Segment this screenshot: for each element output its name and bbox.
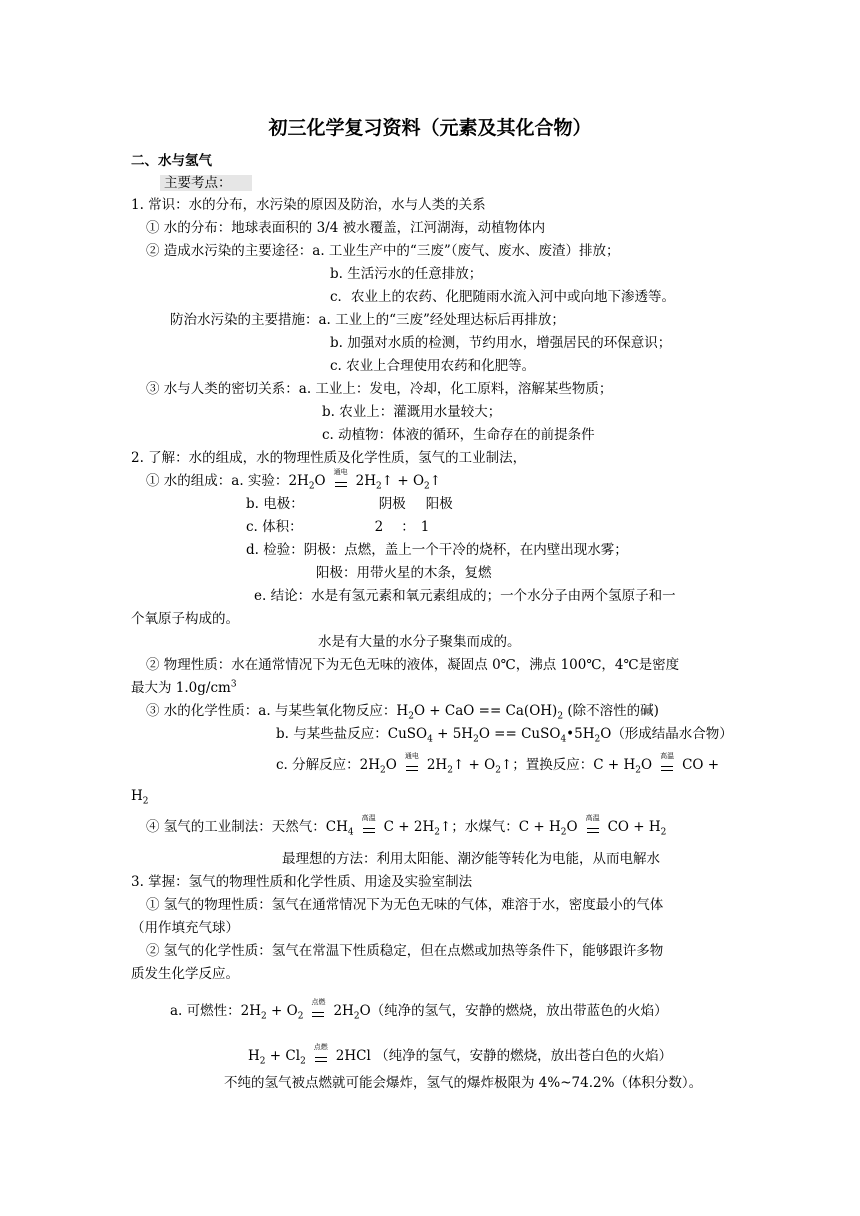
relation-b: b. 农业上：灌溉用水量较大； xyxy=(322,404,502,420)
reaction-condition-arrow: 高温 xyxy=(656,758,678,774)
h2-combustion-cl2: $H_2 + Cl_2$ 点燃 2HCl （纯净的氢气，安静的燃烧，放出苍白色的火焰） xyxy=(248,1042,673,1067)
key-points-label: 主要考点： xyxy=(160,172,252,195)
pollution-cause-a: ② 造成水污染的主要途径：a. 工业生产中的“三废”（废气、废水、废渣）排放； xyxy=(146,243,620,259)
prevention-c: c. 农业上合理使用农药和化肥等。 xyxy=(330,358,536,374)
reaction-condition-arrow: 高温 xyxy=(582,820,604,836)
h2-physical-2: （用作填充气球） xyxy=(131,920,239,936)
chem-salt-reaction: b. 与某些盐反应：CuSO$_4$ + $5H_2O$ == $CuSO_4•5H_2O$（形成结晶水合物） xyxy=(276,726,733,745)
conclusion-line-3: 水是有大量的水分子聚集而成的。 xyxy=(318,634,521,650)
volume-anode: 1 xyxy=(420,519,430,535)
conclusion-line-2: 个氧原子构成的。 xyxy=(131,611,239,627)
electrolysis-equation: ① 水的组成：a. 实验：$2H_2O$ 通电 $2H_2↑$ + $O_2↑$ xyxy=(146,467,442,492)
chem-replace-wrap: $H_2$ xyxy=(131,788,149,807)
electrode-row: b. 电极： 阴极 阳极 xyxy=(246,496,453,512)
prevention-a: 防治水污染的主要措施：a. 工业上的“三废”经处理达标后再排放； xyxy=(170,312,565,328)
physical-property-2: 最大为 $1.0g/cm^3$ xyxy=(131,679,237,696)
hydrogen-industrial: ④ 氢气的工业制法：天然气：$CH_4$ 高温 $C + 2H_2↑$；水煤气：$C + H_2O$ 高温 CO + $H_2$ xyxy=(146,813,667,838)
test-cathode: d. 检验：阴极：点燃，盖上一个干冷的烧杯，在内壁出现水雾； xyxy=(246,542,628,558)
test-anode: 阳极：用带火星的木条，复燃 xyxy=(316,565,492,581)
section-heading: 二、水与氢气 xyxy=(131,153,212,169)
conclusion-line-1: e. 结论：水是有氢元素和氧元素组成的；一个水分子由两个氢原子和一 xyxy=(254,588,676,604)
volume-row: c. 体积： 2 ： 1 xyxy=(246,519,430,535)
prevention-b: b. 加强对水质的检测，节约用水，增强居民的环保意识； xyxy=(330,335,672,351)
physical-property-1: ② 物理性质：水在通常情况下为无色无味的液体，凝固点 0℃，沸点 100℃，4℃是密度 xyxy=(146,657,680,673)
anode-label: 阳极 xyxy=(425,496,453,512)
p3-heading: 3. 掌握：氢气的物理性质和化学性质、用途及实验室制法 xyxy=(131,874,473,890)
explosion-limit: 不纯的氢气被点燃就可能会爆炸，氢气的爆炸极限为 4%~74.2%（体积分数）。 xyxy=(224,1075,703,1091)
h2-chemical-2: 质发生化学反应。 xyxy=(131,966,239,982)
reaction-condition-arrow: 通电 xyxy=(401,758,423,774)
relation-a: ③ 水与人类的密切关系：a. 工业上：发电，冷却，化工原料，溶解某些物质； xyxy=(146,381,613,397)
water-distribution: ① 水的分布：地球表面积的 3/4 被水覆盖，江河湖海，动植物体内 xyxy=(146,220,546,236)
volume-cathode: 2 xyxy=(374,519,384,535)
chem-decompose-replace: c. 分解反应：$2H_2O$ 通电 $2H_2↑$ + $O_2↑$；置换反应：$C + H_2O$ 高温 CO + xyxy=(276,751,720,776)
reaction-condition-arrow: 点燃 xyxy=(307,1004,329,1020)
reaction-condition-arrow: 高温 xyxy=(358,820,380,836)
h2-combustion-o2: a. 可燃性：$2H_2 + O_2$ 点燃 $2H_2O$（纯净的氢气，安静的燃烧，放出带蓝色的火焰） xyxy=(170,997,668,1022)
cathode-label: 阴极 xyxy=(378,496,406,512)
ideal-method: 最理想的方法：利用太阳能、潮汐能等转化为电能，从而电解水 xyxy=(282,851,660,867)
pollution-cause-b: b. 生活污水的任意排放； xyxy=(330,266,483,282)
h2-physical-1: ① 氢气的物理性质：氢气在通常情况下为无色无味的气体，难溶于水，密度最小的气体 xyxy=(146,897,664,913)
h2-chemical-1: ② 氢气的化学性质：氢气在常温下性质稳定，但在点燃或加热等条件下，能够跟许多物 xyxy=(146,943,664,959)
reaction-condition-arrow: 点燃 xyxy=(310,1049,332,1065)
p1-heading: 1. 常识：水的分布，水污染的原因及防治，水与人类的关系 xyxy=(131,197,486,213)
document-title: 初三化学复习资料（元素及其化合物） xyxy=(268,117,592,139)
reaction-condition-arrow: 通电 xyxy=(330,474,352,490)
chem-oxide-reaction: ③ 水的化学性质：a. 与某些氧化物反应：$H_2O$ + CaO == $Ca(OH)_2$ (除不溶性的碱) xyxy=(146,703,659,722)
pollution-cause-c: c．农业上的农药、化肥随雨水流入河中或向地下渗透等。 xyxy=(330,289,676,305)
relation-c: c. 动植物：体液的循环，生命存在的前提条件 xyxy=(322,427,595,443)
p2-heading: 2. 了解：水的组成，水的物理性质及化学性质，氢气的工业制法， xyxy=(131,450,527,466)
